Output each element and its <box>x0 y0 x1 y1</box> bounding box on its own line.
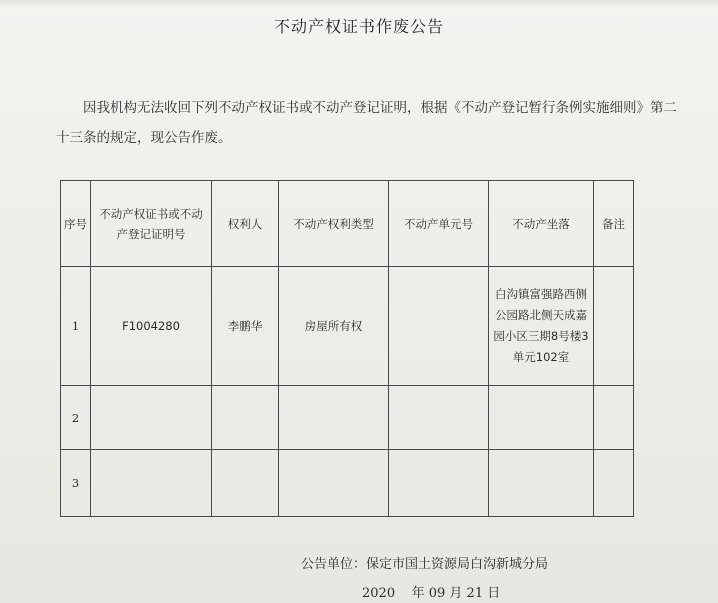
row-remark <box>594 267 634 386</box>
document-title: 不动产权证书作废公告 <box>273 17 444 36</box>
header-cert-no: 不动产权证书或不动产登记证明号 <box>91 181 212 267</box>
header-remark: 备注 <box>594 181 634 267</box>
row-remark <box>594 450 634 517</box>
row-location <box>489 386 594 450</box>
header-location: 不动产坐落 <box>489 181 594 267</box>
row-cert-no <box>91 450 212 517</box>
row-holder <box>212 450 279 517</box>
issue-date: 2020 年 09 月 21 日 <box>362 586 501 601</box>
row-cert-no <box>91 386 212 450</box>
table-header-row <box>61 181 634 267</box>
header-right-type: 不动产权利类型 <box>279 181 389 267</box>
header-holder: 权利人 <box>212 181 279 267</box>
notice-paragraph: 因我机构无法收回下列不动产权证书或不动产登记证明，根据《不动产登记暂行条例实施细则》第二十三条的规定，现公告作废。 <box>56 100 677 146</box>
row-right-type <box>279 386 389 450</box>
certificate-table-wrap <box>60 180 634 517</box>
row-unit-no <box>389 386 489 450</box>
header-unit-no: 不动产单元号 <box>389 181 489 267</box>
issuing-unit: 公告单位：保定市国土资源局白沟新城分局 <box>301 557 549 572</box>
row-remark <box>594 386 634 450</box>
row-unit-no <box>389 267 489 386</box>
row-seq: 3 <box>61 450 91 517</box>
table-row <box>61 450 634 517</box>
table-row <box>61 386 634 450</box>
row-holder <box>212 386 279 450</box>
row-location: 白沟镇富强路西侧公园路北侧天成嘉园小区三期8号楼3单元102室 <box>489 267 594 386</box>
certificate-table <box>60 180 634 517</box>
row-seq: 2 <box>61 386 91 450</box>
row-right-type <box>279 450 389 517</box>
row-location <box>489 450 594 517</box>
row-cert-no: F1004280 <box>91 267 212 386</box>
row-seq: 1 <box>61 267 91 386</box>
table-row <box>61 267 634 386</box>
header-seq: 序号 <box>61 181 91 267</box>
row-unit-no <box>389 450 489 517</box>
row-right-type: 房屋所有权 <box>279 267 389 386</box>
scan-shadow <box>0 0 718 8</box>
row-holder: 李鹏华 <box>212 267 279 386</box>
